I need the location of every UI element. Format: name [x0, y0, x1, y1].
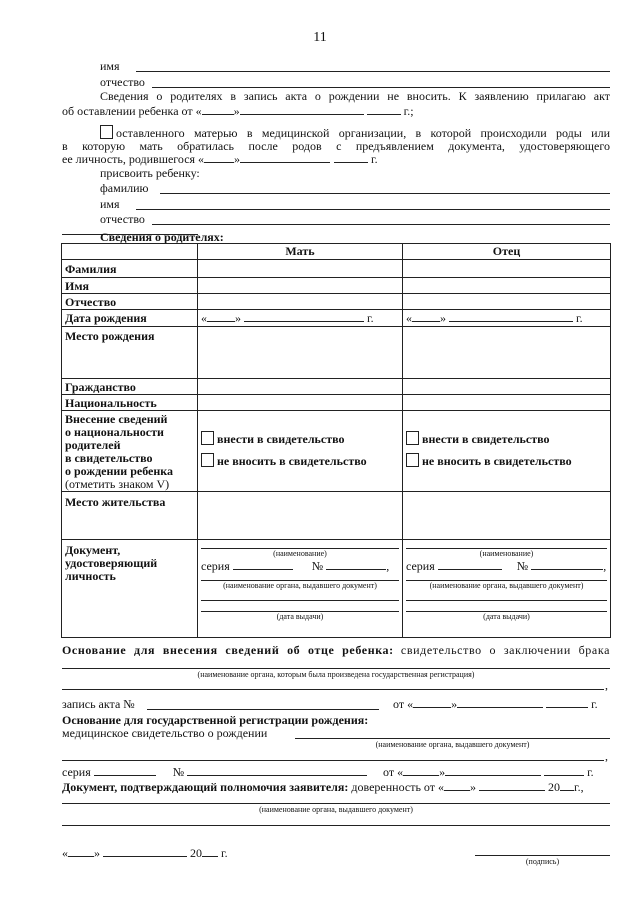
row-name: Имя [62, 278, 198, 294]
mother-residence-cell[interactable] [198, 492, 403, 540]
assign-label: присвоить ребенку: [100, 166, 200, 180]
mother-name-cell[interactable] [198, 278, 403, 294]
row-nationality: Национальность [62, 395, 198, 411]
mother-exclude-option[interactable]: не вносить в свидетельство [201, 453, 399, 469]
mother-dob-cell[interactable]: « » г. [198, 310, 403, 327]
record-year-field[interactable] [546, 697, 588, 708]
patronymic-label: отчество [100, 75, 145, 89]
cert-month-field[interactable] [445, 765, 541, 776]
parents-heading: Сведения о родителях: [100, 230, 224, 244]
act-month-field[interactable] [240, 104, 364, 115]
mother-birthplace-cell[interactable] [198, 327, 403, 379]
record-number-field[interactable] [147, 709, 379, 710]
father-residence-cell[interactable] [403, 492, 611, 540]
row-surname: Фамилия [62, 260, 198, 278]
abandoned-line2: в которую мать обратилась после родов с предъявлением документа, удостоверяющего [62, 139, 610, 153]
cert-date: от « » г. [383, 765, 594, 779]
father-series-number: серия № , [406, 559, 607, 573]
child-name-field[interactable] [136, 209, 610, 210]
cert-year-field[interactable] [544, 765, 584, 776]
mother-citizenship-cell[interactable] [198, 379, 403, 395]
record-date: от « » г. [393, 697, 598, 711]
father-dob-cell[interactable]: « » г. [403, 310, 611, 327]
mother-nationality-options [198, 411, 403, 492]
cert-number-field[interactable] [187, 765, 367, 776]
authority-issuer-caption: (наименование органа, выдавшего документ) [259, 805, 413, 814]
father-citizenship-cell[interactable] [403, 379, 611, 395]
signature-field[interactable] [475, 855, 610, 856]
father-nationality-cell[interactable] [403, 395, 611, 411]
abandoned-checkbox[interactable] [100, 125, 113, 139]
registry-field-2[interactable] [62, 689, 604, 690]
father-surname-cell[interactable] [403, 260, 611, 278]
father-patronymic-cell[interactable] [403, 294, 611, 310]
mother-include-checkbox[interactable] [201, 431, 214, 445]
footer-year-field[interactable] [202, 846, 218, 857]
mother-patronymic-cell[interactable] [198, 294, 403, 310]
registry-field[interactable] [62, 668, 610, 669]
child-surname-field[interactable] [160, 193, 610, 194]
father-basis-line: Основание для внесения сведений об отце ребенка: свидетельство о заключении брака [62, 643, 610, 657]
patronymic-field[interactable] [152, 87, 610, 88]
record-label: запись акта № [62, 697, 135, 711]
record-month-field[interactable] [457, 697, 543, 708]
cert-series-number: серия № [62, 765, 367, 780]
authority-month-field[interactable] [479, 780, 545, 791]
father-exclude-option[interactable]: не вносить в свидетельство [406, 453, 607, 469]
row-birthplace: Место рождения [62, 327, 198, 379]
med-cert-issuer-caption: (наименование органа, выдавшего документ) [375, 740, 530, 749]
parents-table [61, 243, 611, 638]
authority-issuer-field[interactable] [62, 803, 610, 804]
father-document-cell: (наименование) серия № , (наименование органа, выдавшего документ) (дата выдачи) [403, 540, 611, 638]
med-cert-issuer-field-2[interactable] [62, 760, 604, 761]
footer-day-field[interactable] [68, 846, 94, 857]
row-id-document: Документ, удостоверяющий личность [62, 540, 198, 638]
mother-surname-cell[interactable] [198, 260, 403, 278]
mother-nationality-cell[interactable] [198, 395, 403, 411]
abandoned-line1: оставленного матерью в медицинской организации, в которой происходили роды или [100, 125, 610, 141]
father-nationality-options [403, 411, 611, 492]
child-patronymic-label: отчество [100, 212, 145, 226]
father-include-option[interactable]: внести в свидетельство [406, 431, 607, 447]
row-residence: Место жительства [62, 492, 198, 540]
born-year-field[interactable] [334, 152, 368, 163]
name-label: имя [100, 59, 120, 73]
child-patronymic-field[interactable] [152, 224, 610, 225]
row-patronymic: Отчество [62, 294, 198, 310]
mother-include-option[interactable]: внести в свидетельство [201, 431, 399, 447]
col-mother: Мать [198, 244, 403, 260]
father-include-checkbox[interactable] [406, 431, 419, 445]
footer-date: « » 20 г. [62, 846, 228, 860]
row-nationality-entry: Внесение сведений о национальности родителей в свидетельство о рождении ребенка (отметить знаком V) [62, 411, 198, 492]
mother-document-cell: (наименование) серия № , (наименование органа, выдавшего документ) (дата выдачи) [198, 540, 403, 638]
footer-month-field[interactable] [103, 846, 187, 857]
authority-day-field[interactable] [444, 780, 470, 791]
abandoned-line3: ее личность, родившегося « » г. [62, 152, 378, 166]
row-dob: Дата рождения [62, 310, 198, 327]
registry-caption: (наименование органа, которым была произведена государственная регистрация) [197, 670, 475, 679]
authority-issuer-field-2[interactable] [62, 825, 610, 826]
row-citizenship: Гражданство [62, 379, 198, 395]
born-month-field[interactable] [240, 152, 330, 163]
name-field[interactable] [136, 71, 610, 72]
page-number: 11 [313, 30, 327, 45]
birth-basis-label: Основание для государственной регистрации рождения: [62, 713, 369, 727]
act-day-field[interactable] [202, 104, 234, 115]
authority-year-field[interactable] [560, 780, 574, 791]
mother-exclude-checkbox[interactable] [201, 453, 214, 467]
parents-note-line2: об оставлении ребенка от « » г.; [62, 104, 414, 118]
father-birthplace-cell[interactable] [403, 327, 611, 379]
record-day-field[interactable] [413, 697, 451, 708]
father-exclude-checkbox[interactable] [406, 453, 419, 467]
father-name-cell[interactable] [403, 278, 611, 294]
mother-series-number: серия № , [201, 559, 390, 573]
surname-label: фамилию [100, 181, 149, 195]
cert-series-field[interactable] [94, 765, 156, 776]
parents-note-line1: Сведения о родителях в запись акта о рождении не вносить. К заявлению прилагаю акт [100, 89, 610, 103]
authority-line: Документ, подтверждающий полномочия заявителя: доверенность от « » 20 г., [62, 780, 584, 794]
mother-issuer-field-2[interactable] [201, 600, 399, 601]
cert-day-field[interactable] [403, 765, 439, 776]
child-name-label: имя [100, 197, 120, 211]
med-cert-label: медицинское свидетельство о рождении [62, 726, 268, 740]
col-father: Отец [403, 244, 611, 260]
act-year-field[interactable] [367, 104, 401, 115]
born-day-field[interactable] [204, 152, 234, 163]
father-issuer-field-2[interactable] [406, 600, 607, 601]
signature-caption: (подпись) [525, 857, 560, 866]
med-cert-issuer-field[interactable] [295, 738, 610, 739]
